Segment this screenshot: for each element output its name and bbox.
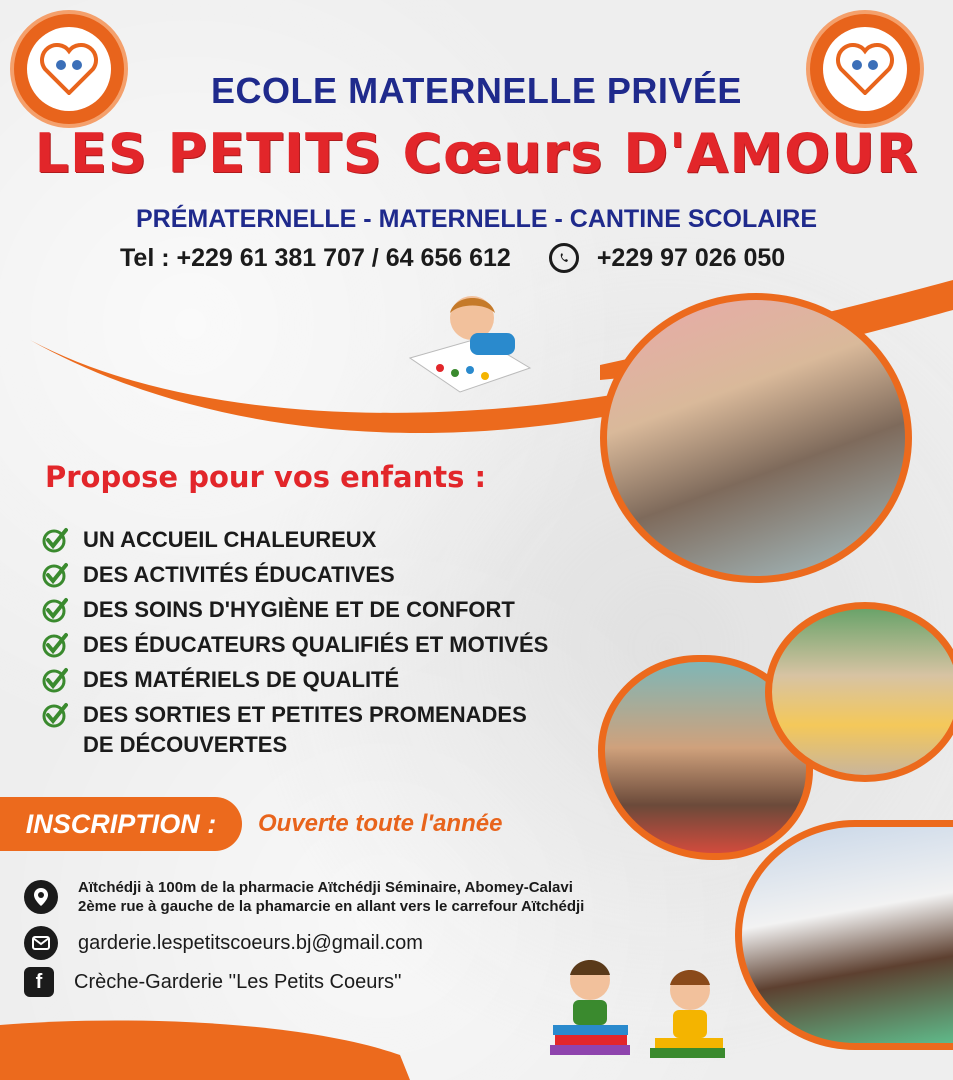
address-line-2: 2ème rue à gauche de la phamarcie en allant vers le carrefour Aïtchédji	[78, 898, 585, 915]
phone-row	[120, 243, 785, 273]
inscription-value: Ouverte toute l'année	[258, 810, 503, 837]
offer-list-item	[42, 632, 548, 667]
classroom-photo-large	[600, 293, 912, 583]
address-line-1: Aïtchédji à 100m de la pharmacie Aïtchédji Séminaire, Abomey-Calavi	[78, 879, 573, 896]
email-row	[24, 926, 423, 960]
check-icon	[42, 527, 68, 553]
offer-list-item	[42, 597, 548, 632]
facebook-page-link[interactable]: Crèche-Garderie ''Les Petits Coeurs''	[74, 970, 402, 993]
offer-list-item	[42, 667, 548, 702]
check-icon	[42, 597, 68, 623]
whatsapp-number[interactable]: +229 97 026 050	[596, 243, 786, 272]
mail-icon	[24, 926, 58, 960]
offer-subtitle: Propose pour vos enfants :	[45, 460, 487, 494]
offer-item-text: DES ACTIVITÉS ÉDUCATIVES	[83, 562, 395, 587]
inscription-label: INSCRIPTION :	[0, 797, 242, 851]
check-icon	[42, 562, 68, 588]
drawing-activity-photo	[735, 820, 953, 1050]
offer-list-item	[42, 527, 548, 562]
reading-children-illustration	[545, 950, 735, 1070]
school-name-title: LES PETITS Cœurs D'AMOUR	[34, 122, 919, 185]
offer-item-text: DES SORTIES ET PETITES PROMENADES	[83, 702, 527, 727]
offer-item-continuation: DE DÉCOUVERTES	[83, 732, 288, 757]
check-icon	[42, 667, 68, 693]
location-pin-icon	[24, 880, 58, 914]
child-drawing-illustration	[400, 288, 540, 393]
email-link[interactable]: garderie.lespetitscoeurs.bj@gmail.com	[78, 931, 423, 954]
offer-list	[42, 527, 548, 767]
check-icon	[42, 702, 68, 728]
offer-item-text: DES MATÉRIELS DE QUALITÉ	[83, 667, 400, 692]
school-type-title: ECOLE MATERNELLE PRIVÉE	[211, 70, 742, 111]
offer-item-text: DES SOINS D'HYGIÈNE ET DE CONFORT	[83, 597, 515, 622]
services-subtitle: PRÉMATERNELLE - MATERNELLE - CANTINE SCOLAIRE	[135, 205, 817, 233]
outdoor-play-photo	[765, 602, 953, 782]
orange-bottom-blob	[0, 1005, 420, 1080]
check-icon	[42, 632, 68, 658]
phone-numbers[interactable]: Tel : +229 61 381 707 / 64 656 612	[120, 243, 511, 272]
address-row	[24, 878, 584, 916]
whatsapp-icon	[549, 243, 579, 273]
facebook-row	[24, 967, 402, 997]
offer-list-item	[42, 562, 548, 597]
facebook-icon: f	[24, 967, 54, 997]
offer-item-text: DES ÉDUCATEURS QUALIFIÉS ET MOTIVÉS	[83, 632, 549, 657]
offer-item-text: UN ACCUEIL CHALEUREUX	[83, 527, 377, 552]
